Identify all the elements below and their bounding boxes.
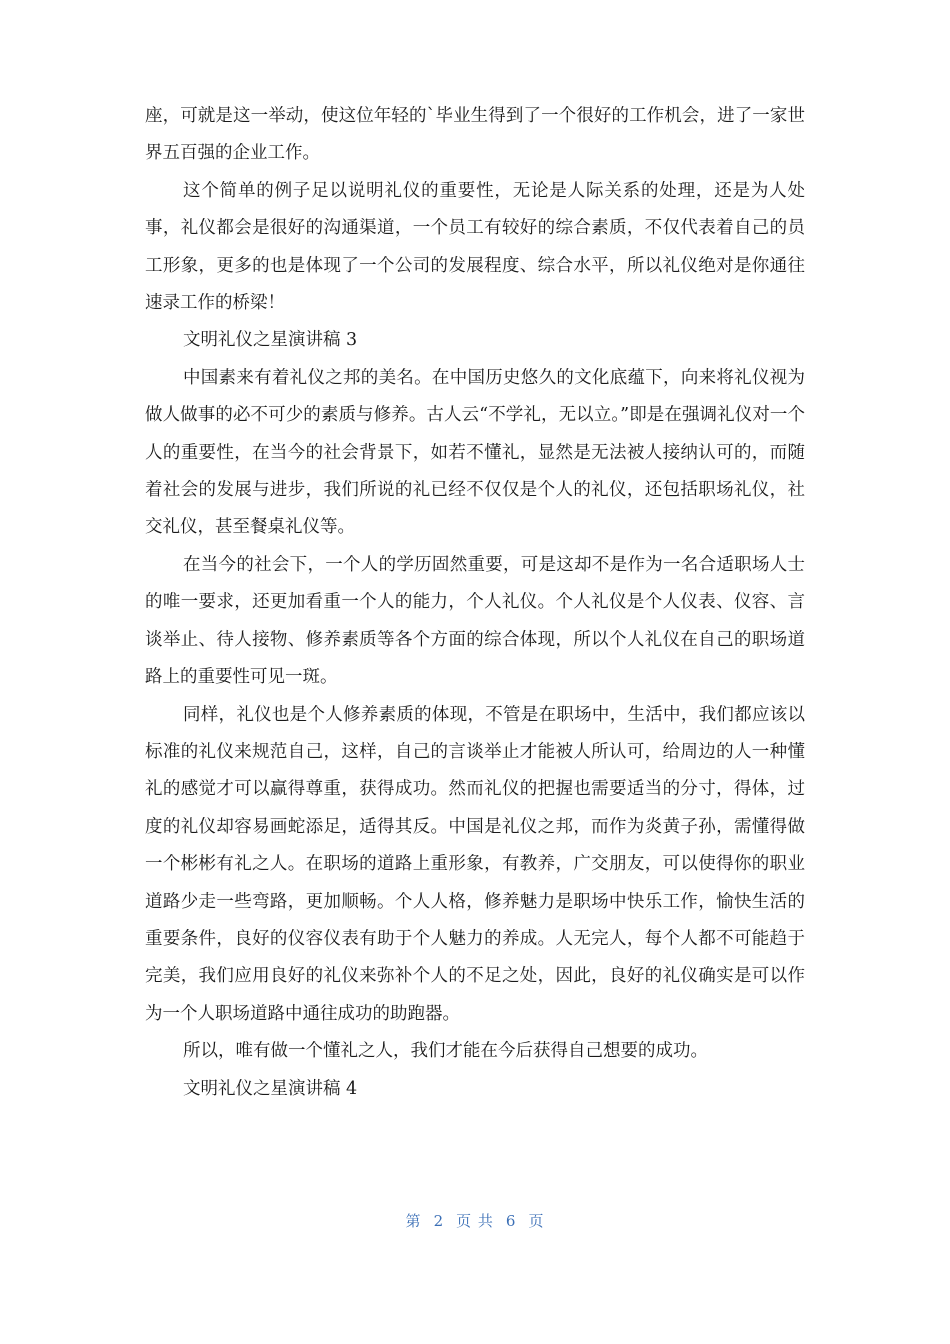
section-heading: 文明礼仪之星演讲稿 4 — [183, 1078, 358, 1099]
section-heading: 文明礼仪之星演讲稿 3 — [183, 330, 358, 351]
page-label-prefix: 第 — [405, 1212, 422, 1230]
total-pages-number: 6 — [505, 1212, 517, 1230]
paragraph: 所以，唯有做一个懂礼之人，我们才能在今后获得自己想要的成功。 — [183, 1041, 708, 1062]
page-label-suffix: 页 — [528, 1212, 545, 1230]
paragraph: 在当今的社会下，一个人的学历固然重要，可是这却不是作为一名合适职场人士的唯一要求，还更加看重一个人的能力，个人礼仪。个人礼仪是个人仪表、仪容、言谈举止、待人接物、修养素质等各个方面的综合体现，所以个人礼仪在自己的职场道路上的重要性可见一斑。 — [145, 554, 805, 688]
paragraph-continuation: 座，可就是这一举动，使这位年轻的`毕业生得到了一个很好的工作机会，进了一家世界五百强的企业工作。 — [145, 106, 805, 164]
paragraph: 中国素来有着礼仪之邦的美名。在中国历史悠久的文化底蕴下，向来将礼仪视为做人做事的必不可少的素质与修养。古人云“不学礼，无以立。”即是在强调礼仪对一个人的重要性，在当今的社会背景下，如若不懂礼，显然是无法被人接纳认可的，而随着社会的发展与进步，我们所说的礼已经不仅仅是个人的礼仪，还包括职场礼仪，社交礼仪，甚至餐桌礼仪等。 — [145, 367, 805, 538]
paragraph: 同样，礼仪也是个人修养素质的体现，不管是在职场中，生活中，我们都应该以标准的礼仪来规范自己，这样，自己的言谈举止才能被人所认可，给周边的人一种懂礼的感觉才可以赢得尊重，获得成功。然而礼仪的把握也需要适当的分寸，得体，过度的礼仪却容易画蛇添足，适得其反。中国是礼仪之邦，而作为炎黄子孙，需懂得做一个彬彬有礼之人。在职场的道路上重形象，有教养，广交朋友，可以使得你的职业道路少走一些弯路，更加顺畅。个人人格，修养魅力是职场中快乐工作，愉快生活的重要条件，良好的仪容仪表有助于个人魅力的养成。人无完人，每个人都不可能趋于完美，我们应用良好的礼仪来弥补个人的不足之处，因此，良好的礼仪确实是可以作为一个人职场道路中通往成功的助跑器。 — [145, 704, 805, 1024]
paragraph: 这个简单的例子足以说明礼仪的重要性，无论是人际关系的处理，还是为人处事，礼仪都会是很好的沟通渠道，一个员工有较好的综合素质，不仅代表着自己的员工形象，更多的也是体现了一个公司的发展程度、综合水平，所以礼仪绝对是你通往速录工作的桥梁！ — [145, 180, 805, 314]
page-label-middle: 页 共 — [456, 1212, 494, 1230]
current-page-number: 2 — [433, 1212, 445, 1230]
page-footer — [0, 1210, 950, 1231]
document-body — [145, 98, 805, 1108]
